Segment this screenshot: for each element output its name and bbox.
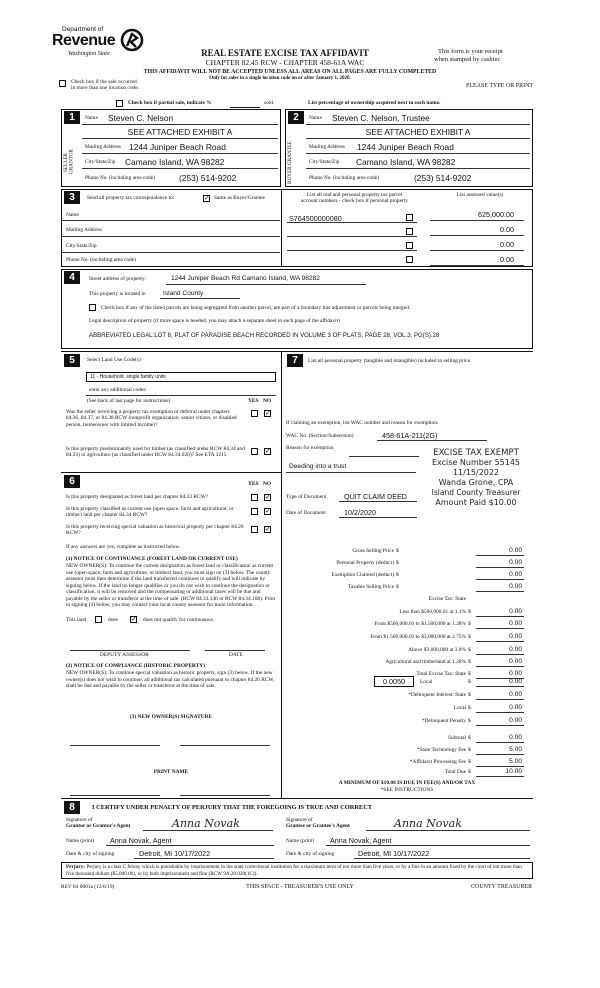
seller-mail-label: Mailing Address xyxy=(85,144,121,150)
dept-label: Department of xyxy=(62,26,104,33)
calc-dollar: $ xyxy=(396,572,399,578)
parcel-header-1: List all real and personal property tax parcel xyxy=(306,192,403,198)
calc-label: Taxable Selling Price xyxy=(347,584,394,590)
land-use-label: Select Land Use Code(s) xyxy=(87,357,141,363)
sec5-no-header: NO xyxy=(263,398,272,404)
grantor-sig-label-1: Signature of xyxy=(66,817,93,823)
buyer-side-label: BUYER GRANTEE xyxy=(287,140,293,184)
buyer-phone[interactable]: (253) 514-9202 xyxy=(414,173,472,183)
seller-phone-label: Phone No. (including area code) xyxy=(85,175,155,181)
sec5-question-2: Is this property predominantly used for timber (as classified under RCW 84.34 and 84.33) or agriculture (as classified under RCW 84.34.020)? See ETA 3215 xyxy=(66,446,245,458)
stamp-line-1: EXCISE TAX EXEMPT xyxy=(433,448,519,458)
stamp-line-6: Amount Paid $10.00 xyxy=(435,498,517,507)
same-as-buyer-checkbox[interactable]: ✓ xyxy=(204,194,210,202)
street-address-label: Street address of property: xyxy=(89,276,147,282)
calc-label: *Delinquent Interest: State xyxy=(408,692,466,698)
section-6-badge: 6 xyxy=(64,475,80,488)
sec6-q1-no-checkbox[interactable]: ✓ xyxy=(265,493,271,501)
legal-description[interactable]: ABBREVIATED LEGAL:LOT 8, PLAT OF PARADISE BEACH RECORDED IN VOLUME 3 OF PLATS, PAGE 28, VOL.3, PG(S).28 xyxy=(89,332,440,339)
seller-phone[interactable]: (253) 514-9202 xyxy=(179,173,237,183)
calc-value[interactable]: 0.00 xyxy=(509,658,522,665)
calc-label: From $500,000.01 to $1,500,000 at 1.28% xyxy=(374,621,466,627)
sec6-q3-yes-checkbox[interactable] xyxy=(251,526,258,533)
sec5-q1-yes-checkbox[interactable] xyxy=(251,410,258,417)
assessed-value-1[interactable]: 625,000.00 xyxy=(478,210,514,219)
calc-value[interactable]: 0.00 xyxy=(509,583,522,590)
notice-compliance-title: (2) NOTICE OF COMPLIANCE (HISTORIC PROPERTY) xyxy=(66,663,205,669)
assessor-date-label: DATE xyxy=(229,652,243,658)
calc-label: *Affidavit Processing Fee xyxy=(409,759,466,765)
seller-city-label: City/State/Zip xyxy=(85,159,116,165)
legal-description-label: Legal description of property (if more space is needed, you may attach a separate sheet to each page of the affidavit) xyxy=(89,318,340,324)
revenue-wordmark: Revenue xyxy=(52,32,116,49)
print-name-label: PRINT NAME xyxy=(153,769,189,775)
section-2-badge: 2 xyxy=(288,111,304,124)
sec6-q2-yes-checkbox[interactable] xyxy=(251,508,258,515)
calc-label: Less than $500,000.01 at 1.1% xyxy=(399,609,466,615)
additional-codes-label: enter any additional codes: xyxy=(89,387,147,393)
buyer-city[interactable]: Camano Island, WA 98282 xyxy=(356,157,456,167)
assessed-value-3[interactable]: 0.00 xyxy=(500,240,514,249)
calc-value[interactable]: 0.00 xyxy=(509,670,522,677)
parcel-3-personal-checkbox[interactable] xyxy=(406,242,413,249)
calc-dollar: $ xyxy=(468,609,471,615)
this-land-label: This land xyxy=(66,617,87,623)
sec6-yes-header: YES xyxy=(248,481,259,487)
section-3-badge: 3 xyxy=(64,191,80,204)
sec5-yes-header: YES xyxy=(248,398,259,404)
section-1-badge: 1 xyxy=(64,111,80,124)
calc-value[interactable]: 0.00 xyxy=(509,559,522,566)
notice-continuance-body: NEW OWNER(S): To continue the current designation as forest land or classification as current use (open space, farm and agriculture, or timber) land, you must sign on (3) below. The county assessor must then determine if the land transferred continues to qualify and will indicate by signing below. If the land no longer qualifies or you do not wish to continue the designation or classification, it will be removed and the compensating or additional taxes will be due and payable by the seller or transferor at the time of sale. (RCW 84.33.140 or RCW 84.34.108). Prior to signing (3) below, you may contact your local county assessor for more information. xyxy=(66,563,276,608)
new-owner-signature-label: (3) NEW OWNER(S) SIGNATURE xyxy=(129,714,213,720)
calc-dollar: $ xyxy=(468,747,471,753)
calc-dollar: $ xyxy=(468,671,471,677)
land-does-checkbox[interactable] xyxy=(95,616,102,623)
seller-name-label: Name xyxy=(85,115,98,121)
same-as-buyer-label: Same as Buyer/Grantee xyxy=(214,195,265,201)
calc-label: From $1,500,000.01 to $3,000,000 at 2.75% xyxy=(370,634,466,640)
ownership-instruction: List percentage of ownership acquired next to each name. xyxy=(308,100,441,106)
grantor-signature[interactable]: Anna Novak xyxy=(172,817,240,830)
parcel-1-personal-checkbox[interactable] xyxy=(406,214,413,221)
sec6-q3-no-checkbox[interactable]: ✓ xyxy=(265,525,271,533)
calc-label: Exemption Claimed (deduct) xyxy=(331,572,394,578)
sec5-q2-no-checkbox[interactable]: ✓ xyxy=(265,447,271,455)
corr-mail-label: Mailing Address xyxy=(66,227,102,233)
logo xyxy=(52,26,122,66)
calc-value[interactable]: 0.00 xyxy=(509,633,522,640)
calc-dollar: $ xyxy=(468,759,471,765)
buyer-name[interactable]: Steven C. Nelson, Trustee xyxy=(332,113,430,123)
calc-dollar: $ xyxy=(396,548,399,554)
calc-label: Subtotal xyxy=(448,735,466,741)
grantee-sig-label-2: Grantee or Grantee's Agent xyxy=(286,823,350,829)
type-or-print: PLEASE TYPE OR PRINT xyxy=(466,83,534,89)
grantee-date-label: Date & city of signing xyxy=(286,851,335,857)
grantor-print-name[interactable]: Anna Novak, Agent xyxy=(110,836,172,845)
calc-value[interactable]: 0.00 xyxy=(509,547,522,554)
personal-property-label: List all personal property (tangible and intangible) included in selling price. xyxy=(308,358,472,364)
stamp-line-5: Island County Treasurer xyxy=(431,488,521,497)
calc-dollar: $ xyxy=(396,560,399,566)
sec6-no-header: NO xyxy=(263,481,272,487)
sec6-question-1: Is this property designated as forest land per chapter 84.33 RCW? xyxy=(66,494,209,500)
calc-dollar: $ xyxy=(468,679,471,685)
document-type[interactable]: QUIT CLAIM DEED xyxy=(344,492,407,501)
seller-mailing-address[interactable]: 1244 Juniper Beach Road xyxy=(129,142,226,152)
calc-dollar: $ xyxy=(468,735,471,741)
sec5-q1-no-checkbox[interactable]: ✓ xyxy=(265,409,271,417)
local-rate[interactable]: 0.0050 xyxy=(383,677,405,686)
notice-continuance-title: (1) NOTICE OF CONTINUANCE (FOREST LAND OR CURRENT USE) xyxy=(66,556,238,562)
calc-value[interactable]: 5.00 xyxy=(509,746,522,753)
treasurer-space-label: THIS SPACE - TREASURER'S USE ONLY xyxy=(246,884,354,890)
sold-label: sold. xyxy=(264,100,275,106)
sec6-q1-yes-checkbox[interactable] xyxy=(251,494,258,501)
excise-exempt-stamp xyxy=(420,448,532,508)
corr-phone-label: Phone No. (including area code) xyxy=(66,257,136,263)
section-5-badge: 5 xyxy=(64,354,80,367)
calc-dollar: $ xyxy=(396,584,399,590)
wac-number[interactable]: 458-61A-211(2G) xyxy=(382,431,438,440)
exemption-claim-label: If claiming an exemption, list WAC number and reason for exemption: xyxy=(286,420,439,426)
sec5-q2-yes-checkbox[interactable] xyxy=(251,448,258,455)
land-use-code[interactable]: 11 - Household, single family units xyxy=(90,374,166,380)
document-date-label: Date of Document xyxy=(286,510,326,516)
buyer-phone-label: Phone No. (including area code) xyxy=(309,175,379,181)
calc-value[interactable]: 0.00 xyxy=(509,704,522,711)
land-does-not-checkbox[interactable]: ✓ xyxy=(131,615,137,623)
seller-exhibit-line[interactable]: SEE ATTACHED EXHIBIT A xyxy=(127,127,233,137)
calc-dollar: $ xyxy=(468,621,471,627)
street-address[interactable]: 1244 Juniper Beach Rd Camano Island, WA 98282 xyxy=(171,275,320,282)
buyer-name-label: Name xyxy=(309,115,322,121)
calc-dollar: $ xyxy=(468,659,471,665)
corr-city-label: City/State/Zip xyxy=(66,243,97,249)
buyer-mailing-address[interactable]: 1244 Juniper Beach Road xyxy=(357,142,454,152)
exemption-reason-label: Reason for exemption xyxy=(286,445,334,451)
grantee-date-city[interactable]: Detroit, MI 10/17/2022 xyxy=(358,849,430,858)
calc-value[interactable]: 0.00 xyxy=(509,734,522,741)
calc-label: Personal Property (deduct) xyxy=(336,560,394,566)
minimum-due-note: A MINIMUM OF $10.00 IS DUE IN FEE(S) AND/OR TAX xyxy=(338,780,476,786)
sec6-question-2: Is this property classified as current use (open space, farm and agricultural, or timber) land per chapter 84.34 RCW? xyxy=(66,506,234,518)
wac-label: WAC No. (Section/Subsection) xyxy=(286,433,354,439)
assessed-value-4[interactable]: 0.00 xyxy=(500,255,514,264)
exemption-reason[interactable]: Deeding into a trust xyxy=(289,463,347,470)
buyer-city-label: City/State/Zip xyxy=(309,159,340,165)
calc-dollar: $ xyxy=(468,769,471,775)
calc-label: Total Excise Tax: State xyxy=(416,671,466,677)
calc-value[interactable]: 0.00 xyxy=(509,646,522,653)
calc-value[interactable]: 0.00 xyxy=(509,620,522,627)
calc-value[interactable]: 0.00 xyxy=(509,717,522,724)
grantor-date-label: Date & city of signing xyxy=(66,851,115,857)
calc-label: Local xyxy=(420,679,433,685)
state-label: Washington State xyxy=(68,51,110,57)
land-does-not-label: does not qualify for continuance. xyxy=(143,617,215,623)
corr-name-label: Name xyxy=(66,212,79,218)
stamp-line-3: 11/15/2022 xyxy=(452,468,500,477)
document-type-label: Type of Document xyxy=(286,494,327,500)
calc-label: *State Technology Fee xyxy=(416,747,466,753)
certify-statement: I CERTIFY UNDER PENALTY OF PERJURY THAT THE FOREGOING IS TRUE AND CORRECT xyxy=(92,804,373,811)
segregated-checkbox[interactable] xyxy=(89,304,96,311)
grantee-signature[interactable]: Anna Novak xyxy=(394,817,462,830)
multi-location-label-2: in more than one location code. xyxy=(71,85,139,91)
calc-value[interactable]: 0.00 xyxy=(509,571,522,578)
stamp-line-2: Excise Number 55145 xyxy=(431,458,521,467)
grantor-print-label: Name (print) xyxy=(66,838,94,844)
receipt-note-1: This form is your receipt xyxy=(438,48,503,55)
single-location-note: Only for sales in a single location code on or after January 1, 2020. xyxy=(209,76,351,81)
calc-value[interactable]: 0.00 xyxy=(509,691,522,698)
assessed-header: List assessed value(s) xyxy=(456,192,504,198)
grantee-print-label: Name (print) xyxy=(286,838,314,844)
calc-dollar: $ xyxy=(468,718,471,724)
warning-banner: THIS AFFIDAVIT WILL NOT BE ACCEPTED UNLESS ALL AREAS ON ALL PAGES ARE FULLY COMPLETED xyxy=(143,69,437,75)
parcel-2-personal-checkbox[interactable] xyxy=(406,228,413,235)
calc-value[interactable]: 10.00 xyxy=(505,768,522,775)
calc-label: Agricultural and timberland at 1.28% xyxy=(385,659,466,665)
buyer-mail-label: Mailing Address xyxy=(309,144,345,150)
section-4-badge: 4 xyxy=(64,271,80,284)
notice-compliance-body: NEW OWNER(S): To continue special valuation as historic property, sign (3) below. If the new owner(s) does not wish to continue, all additional tax calculated pursuant to chapter 84.26 RCW, shall be due and payable by the seller or transferor at the time of sale. xyxy=(66,670,275,689)
grantee-print-name[interactable]: Anna Novak, Agent xyxy=(330,836,392,845)
seller-side-label: SELLER GRANTOR xyxy=(63,149,75,175)
partial-sale-label: Check box if partial sale, indicate % xyxy=(128,100,212,106)
perjury-text-block xyxy=(66,864,528,877)
land-does-label: does xyxy=(108,617,118,623)
located-in-label: This property is located in xyxy=(89,291,146,297)
calc-label: *Delinquent Penalty xyxy=(421,718,466,724)
segregated-label: Check box if any of the listed parcels are being segregated from another parcel, are part of a boundary line adjustment or parcels being merged. xyxy=(101,305,411,311)
calc-dollar: $ xyxy=(468,634,471,640)
stamp-line-4: Wanda Grone, CPA xyxy=(438,478,514,487)
parcel-number-1[interactable]: S764500000080 xyxy=(289,214,342,223)
sec5-question-1: Was the seller receiving a property tax exemption or deferral under chapters 84.36, 84.37, or 84.38 RCW (nonprofit organization, senior citizen, or disabled person, homeowner with limited income)? xyxy=(66,409,237,428)
calc-label: Above $3,000,000 at 3.0% xyxy=(408,647,466,653)
calc-dollar: $ xyxy=(468,705,471,711)
send-correspondence-label: Send all property tax correspondence to: xyxy=(87,195,175,201)
land-use-see-instructions: (See back of last page for instructions) xyxy=(87,398,171,404)
document-date[interactable]: 10/2/2020 xyxy=(344,508,376,517)
calc-value[interactable]: 0.00 xyxy=(509,678,522,685)
county-treasurer-label: COUNTY TREASURER xyxy=(471,884,533,890)
section-7-badge: 7 xyxy=(287,354,303,367)
see-instructions-note: *SEE INSTRUCTIONS xyxy=(380,787,434,793)
calc-dollar: $ xyxy=(468,647,471,653)
calc-value[interactable]: 0.00 xyxy=(509,608,522,615)
assessed-value-2[interactable]: 0.00 xyxy=(500,225,514,234)
form-title: REAL ESTATE EXCISE TAX AFFIDAVIT xyxy=(201,48,369,58)
form-subtitle: CHAPTER 82.45 RCW - CHAPTER 458-61A WAC xyxy=(205,58,365,67)
sec6-q2-no-checkbox[interactable]: ✓ xyxy=(265,507,271,515)
grantor-sig-label-2: Grantor or Grantor's Agent xyxy=(66,823,131,829)
partial-sale-checkbox[interactable] xyxy=(116,100,123,107)
perjury-text: Perjury is a class C felony which is punishable by imprisonment in the state correctional institution for a maximum term of not more than five years, or by a fine in an amount fixed by the court of not more than five thousand dollars ($5,000.00), or by both imprisonment and fine (RCW 9A.20.020(1C)). xyxy=(66,864,522,877)
revenue-logo-icon xyxy=(120,28,144,52)
multi-location-label-1: Check box if the sale occurred xyxy=(71,79,137,85)
seller-city[interactable]: Camano Island, WA 98282 xyxy=(125,157,225,167)
parcel-4-personal-checkbox[interactable] xyxy=(406,256,413,263)
calc-label: Local xyxy=(453,705,466,711)
deputy-assessor-label: DEPUTY ASSESSOR xyxy=(100,652,149,658)
calc-label: Excise Tax: State xyxy=(428,596,466,602)
sec6-question-3: Is this property receiving special valuation as historical property per chapter 84.26 RCW? xyxy=(66,524,244,536)
seller-name[interactable]: Steven C. Nelson xyxy=(108,113,174,123)
parcel-header-2: account numbers - check box if personal property xyxy=(300,198,409,204)
section-8-badge: 8 xyxy=(64,801,80,814)
calc-dollar: $ xyxy=(468,692,471,698)
perjury-lead: Perjury: xyxy=(66,864,86,870)
form-number: REV 84 0001a (12/6/19) xyxy=(61,884,115,890)
receipt-note-2: when stamped by cashier. xyxy=(434,56,501,63)
property-county[interactable]: Island County xyxy=(163,290,204,297)
sec6-if-yes: If any answers are yes, complete as instructed below. xyxy=(66,544,181,550)
calc-label: Gross Selling Price xyxy=(352,548,394,554)
buyer-exhibit-line[interactable]: SEE ATTACHED EXHIBIT A xyxy=(365,127,471,137)
grantee-sig-label-1: Signature of xyxy=(286,817,313,823)
grantor-date-city[interactable]: Detroit, MI 10/17/2022 xyxy=(139,849,211,858)
multi-location-checkbox[interactable] xyxy=(59,80,66,87)
calc-label: Total Due xyxy=(444,769,466,775)
calc-value[interactable]: 5.00 xyxy=(509,758,522,765)
